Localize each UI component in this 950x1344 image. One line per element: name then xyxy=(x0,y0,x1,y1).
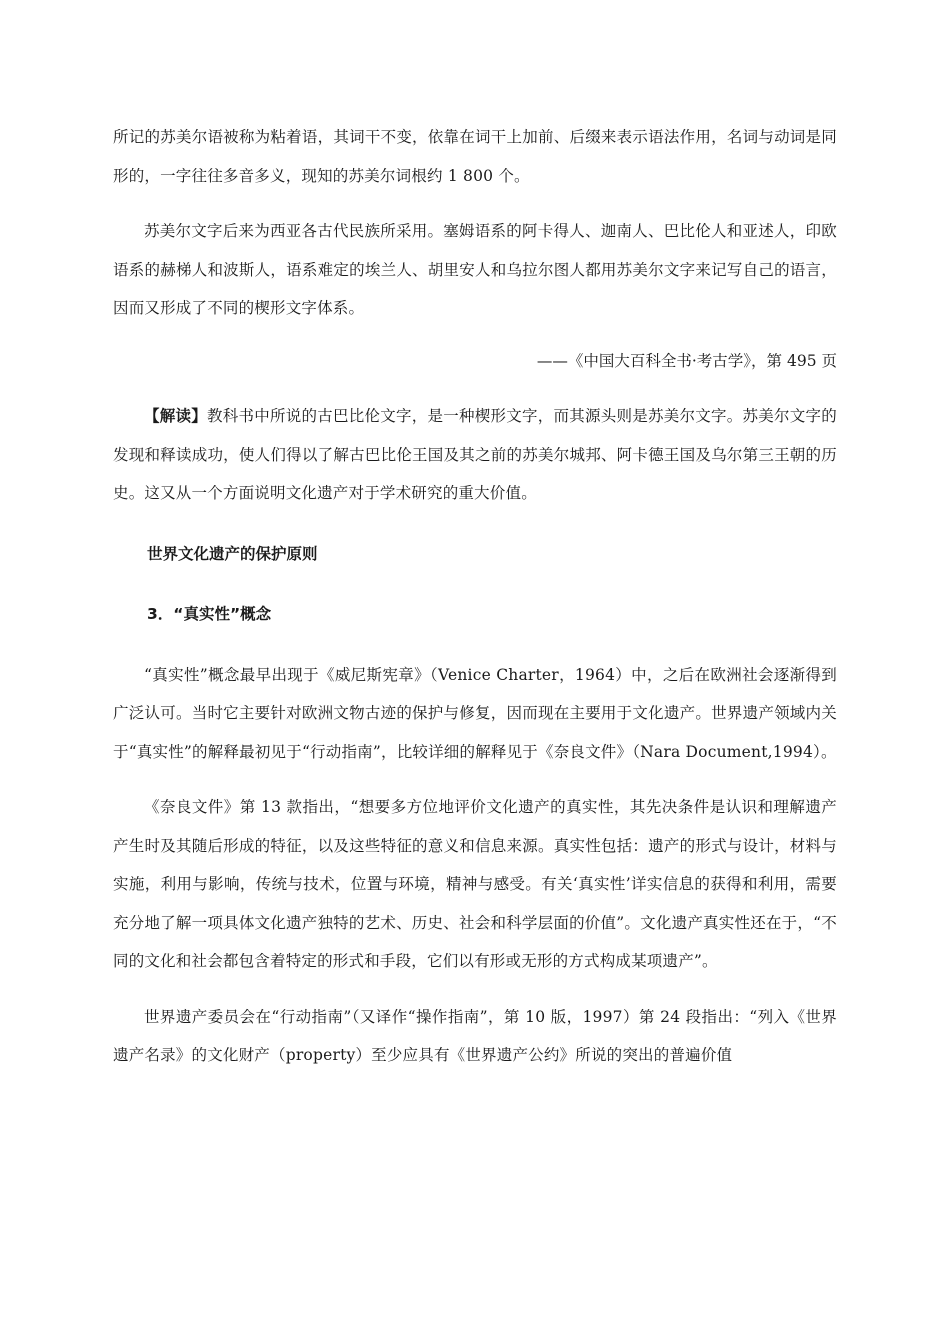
interpretation-text: 教科书中所说的古巴比伦文字，是一种楔形文字，而其源头则是苏美尔文字。苏美尔文字的发现和释读成功，使人们得以了解古巴比伦王国及其之前的苏美尔城邦、阿卡德王国及乌尔第三王朝的历史。这又从一个方面说明文化遗产对于学术研究的重大价值。 xyxy=(113,407,837,502)
paragraph-sumerian-language: 所记的苏美尔语被称为粘着语，其词干不变，依靠在词干上加前、后缀来表示语法作用，名词与动词是同形的，一字往往多音多义，现知的苏美尔词根约 1 800 个。 xyxy=(113,128,837,185)
paragraph-sumerian-script-adoption: 苏美尔文字后来为西亚各古代民族所采用。塞姆语系的阿卡得人、迦南人、巴比伦人和亚述人，印欧语系的赫梯人和波斯人，语系难定的埃兰人、胡里安人和乌拉尔图人都用苏美尔文字来记写自己的语言，因而又形成了不同的楔形文字体系。 xyxy=(113,222,837,317)
citation-source: ——《中国大百科全书·考古学》，第 495 页 xyxy=(536,351,837,370)
section-heading: 世界文化遗产的保护原则 xyxy=(147,544,318,563)
paragraph-operational-guidelines: 世界遗产委员会在“行动指南”（又译作“操作指南”，第 10 版，1997）第 24 段指出：“列入《世界遗产名录》的文化财产（property）至少应具有《世界遗产公约》所说的突出的普遍价值 xyxy=(113,1007,837,1064)
paragraph-interpretation xyxy=(113,397,837,513)
paragraph-authenticity-origin: “真实性”概念最早出现于《威尼斯宪章》（Venice Charter，1964）中，之后在欧洲社会逐渐得到广泛认可。当时它主要针对欧洲文物古迹的保护与修复，因而现在主要用于文化遗产。世界遗产领域内关于“真实性”的解释最初见于“行动指南”，比较详细的解释见于《奈良文件》（Nara Document,1994）。 xyxy=(113,665,837,761)
document-body xyxy=(113,118,837,1075)
interpretation-label: 【解读】 xyxy=(144,406,208,425)
subsection-heading: 3．“真实性”概念 xyxy=(147,605,272,623)
paragraph-nara-document: 《奈良文件》第 13 款指出，“想要多方位地评价文化遗产的真实性，其先决条件是认识和理解遗产产生时及其随后形成的特征，以及这些特征的意义和信息来源。真实性包括：遗产的形式与设计，材料与实施，利用与影响，传统与技术，位置与环境，精神与感受。有关‘真实性’详实信息的获得和利用，需要充分地了解一项具体文化遗产独特的艺术、历史、社会和科学层面的价值”。文化遗产真实性还在于，“不同的文化和社会都包含着特定的形式和手段，它们以有形或无形的方式构成某项遗产”。 xyxy=(113,798,837,970)
